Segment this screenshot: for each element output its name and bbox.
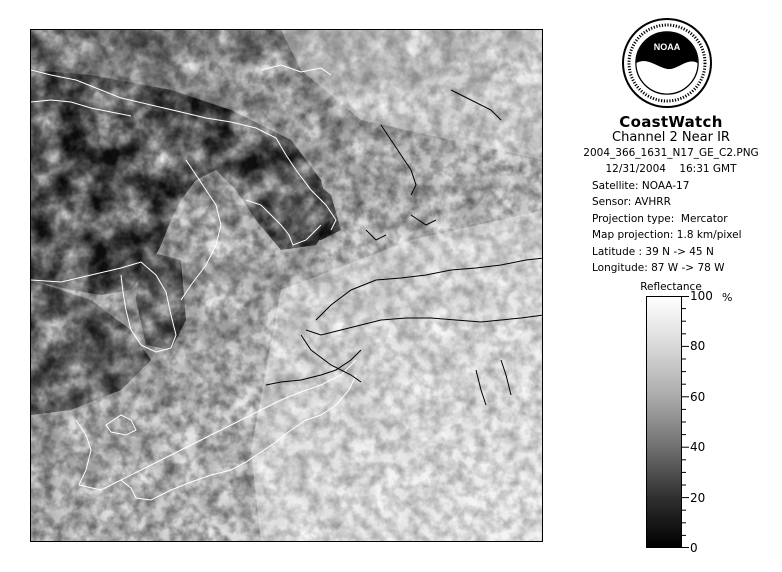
colorbar-ticks — [682, 296, 742, 548]
colorbar-tick-label: 80 — [690, 339, 706, 354]
colorbar-tick-label: 60 — [690, 389, 706, 404]
logo-text: NOAA — [653, 42, 681, 52]
colorbar-tick-label: 0 — [690, 541, 698, 555]
noaa-logo — [621, 17, 713, 109]
product-title: CoastWatch — [619, 113, 723, 131]
satellite-map-svg — [31, 30, 543, 542]
satellite-image — [30, 29, 543, 542]
reflectance-colorbar — [646, 296, 682, 548]
legend-title: Reflectance — [640, 281, 702, 293]
colorbar-tick-label: 20 — [690, 490, 706, 505]
satellite-label: Satellite: NOAA-17 — [592, 180, 690, 192]
longitude-label: Longitude: 87 W -> 78 W — [592, 262, 725, 274]
latitude-label: Latitude : 39 N -> 45 N — [592, 246, 714, 258]
channel-label: Channel 2 Near IR — [612, 130, 730, 145]
projection-type-label: Projection type: Mercator — [592, 213, 728, 225]
colorbar-tick-label: 40 — [690, 440, 706, 455]
datetime-label: 12/31/2004 16:31 GMT — [605, 163, 737, 175]
colorbar-tick-label: 100 — [690, 289, 713, 303]
sensor-label: Sensor: AVHRR — [592, 196, 671, 208]
map-projection-label: Map projection: 1.8 km/pixel — [592, 229, 742, 241]
filename-label: 2004_366_1631_N17_GE_C2.PNG — [583, 147, 759, 159]
units-label: % — [722, 291, 733, 304]
